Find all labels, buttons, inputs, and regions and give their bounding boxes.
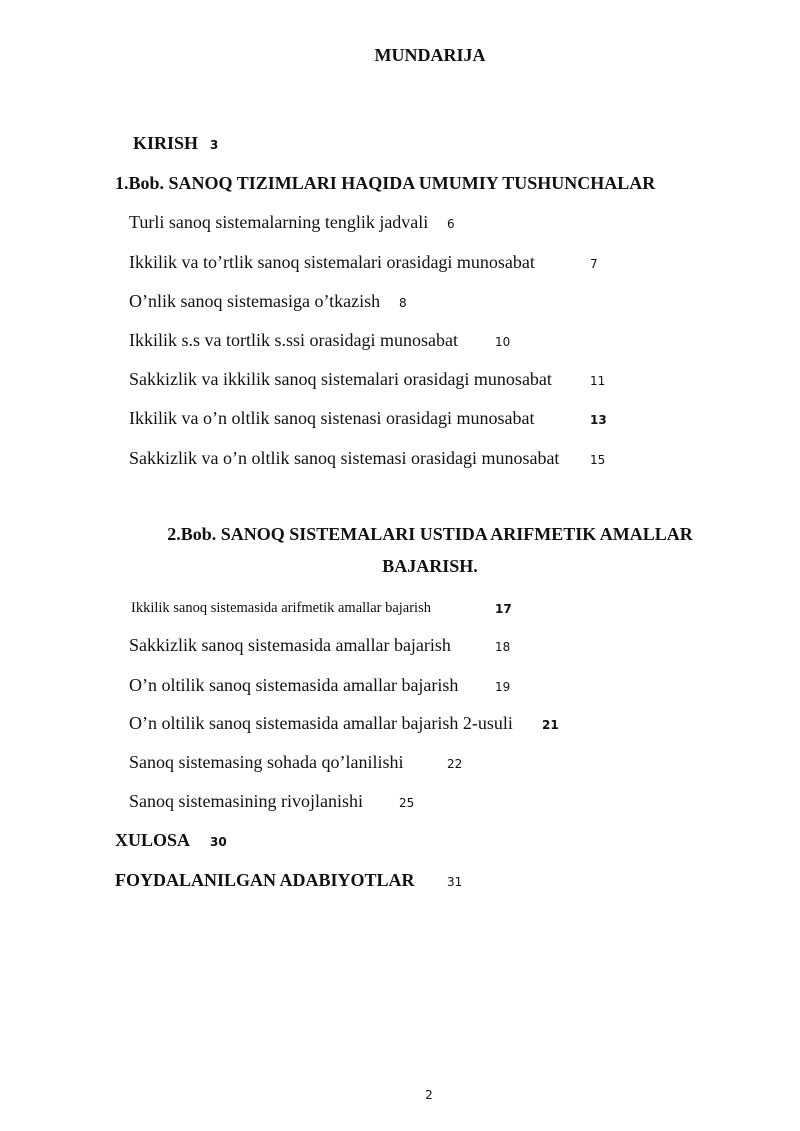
- toc-item-label: Sanoq sistemasining rivojlanishi: [129, 791, 363, 811]
- toc-item-label: O’nlik sanoq sistemasiga o’tkazish: [129, 291, 381, 311]
- toc-item-page: 25: [399, 796, 415, 810]
- toc-item-page: 6: [447, 217, 455, 231]
- toc-item-page: 15: [590, 453, 606, 467]
- toc-item-label: Sakkizlik va ikkilik sanoq sistemalari orasidagi munosabat: [129, 369, 552, 389]
- toc-item-page: 19: [495, 680, 511, 694]
- toc-item-page: 8: [399, 296, 407, 310]
- toc-intro-label: KIRISH: [133, 133, 199, 153]
- toc-item-page: 17: [495, 602, 512, 616]
- page-number: 2: [425, 1088, 433, 1102]
- toc-item-label: Sakkizlik va o’n oltlik sanoq sistemasi orasidagi munosabat: [129, 448, 560, 468]
- toc-item-page: 10: [495, 335, 511, 349]
- toc-references-label: FOYDALANILGAN ADABIYOTLAR: [115, 870, 415, 890]
- toc-item-label: Ikkilik sanoq sistemasida arifmetik amallar bajarish: [131, 600, 431, 616]
- toc-item-label: O’n oltilik sanoq sistemasida amallar bajarish 2-usuli: [129, 713, 513, 733]
- toc-intro-page: 3: [210, 138, 219, 152]
- toc-conclusion-page: 30: [210, 835, 227, 849]
- page-title: MUNDARIJA: [374, 45, 486, 65]
- chapter2-heading-line2: BAJARISH.: [382, 556, 478, 576]
- toc-item-page: 21: [542, 718, 559, 732]
- toc-item-label: O’n oltilik sanoq sistemasida amallar bajarish: [129, 675, 459, 695]
- toc-item-label: Ikkilik va o’n oltlik sanoq sistenasi orasidagi munosabat: [129, 408, 535, 428]
- toc-item-page: 13: [590, 413, 607, 427]
- toc-item-label: Sanoq sistemasing sohada qo’lanilishi: [129, 752, 404, 772]
- toc-item-label: Ikkilik va to’rtlik sanoq sistemalari orasidagi munosabat: [129, 252, 535, 272]
- toc-item-label: Turli sanoq sistemalarning tenglik jadvali: [129, 212, 429, 232]
- toc-item-label: Ikkilik s.s va tortlik s.ssi orasidagi munosabat: [129, 330, 458, 350]
- chapter2-heading-line1: 2.Bob. SANOQ SISTEMALARI USTIDA ARIFMETIK AMALLAR: [167, 524, 693, 544]
- toc-references-page: 31: [447, 875, 463, 889]
- toc-item-page: 7: [590, 257, 598, 271]
- toc-item-page: 22: [447, 757, 463, 771]
- toc-item-page: 18: [495, 640, 511, 654]
- chapter1-heading: 1.Bob. SANOQ TIZIMLARI HAQIDA UMUMIY TUSHUNCHALAR: [115, 173, 656, 193]
- toc-conclusion-label: XULOSA: [115, 830, 191, 850]
- toc-item-label: Sakkizlik sanoq sistemasida amallar bajarish: [129, 635, 451, 655]
- toc-item-page: 11: [590, 374, 606, 388]
